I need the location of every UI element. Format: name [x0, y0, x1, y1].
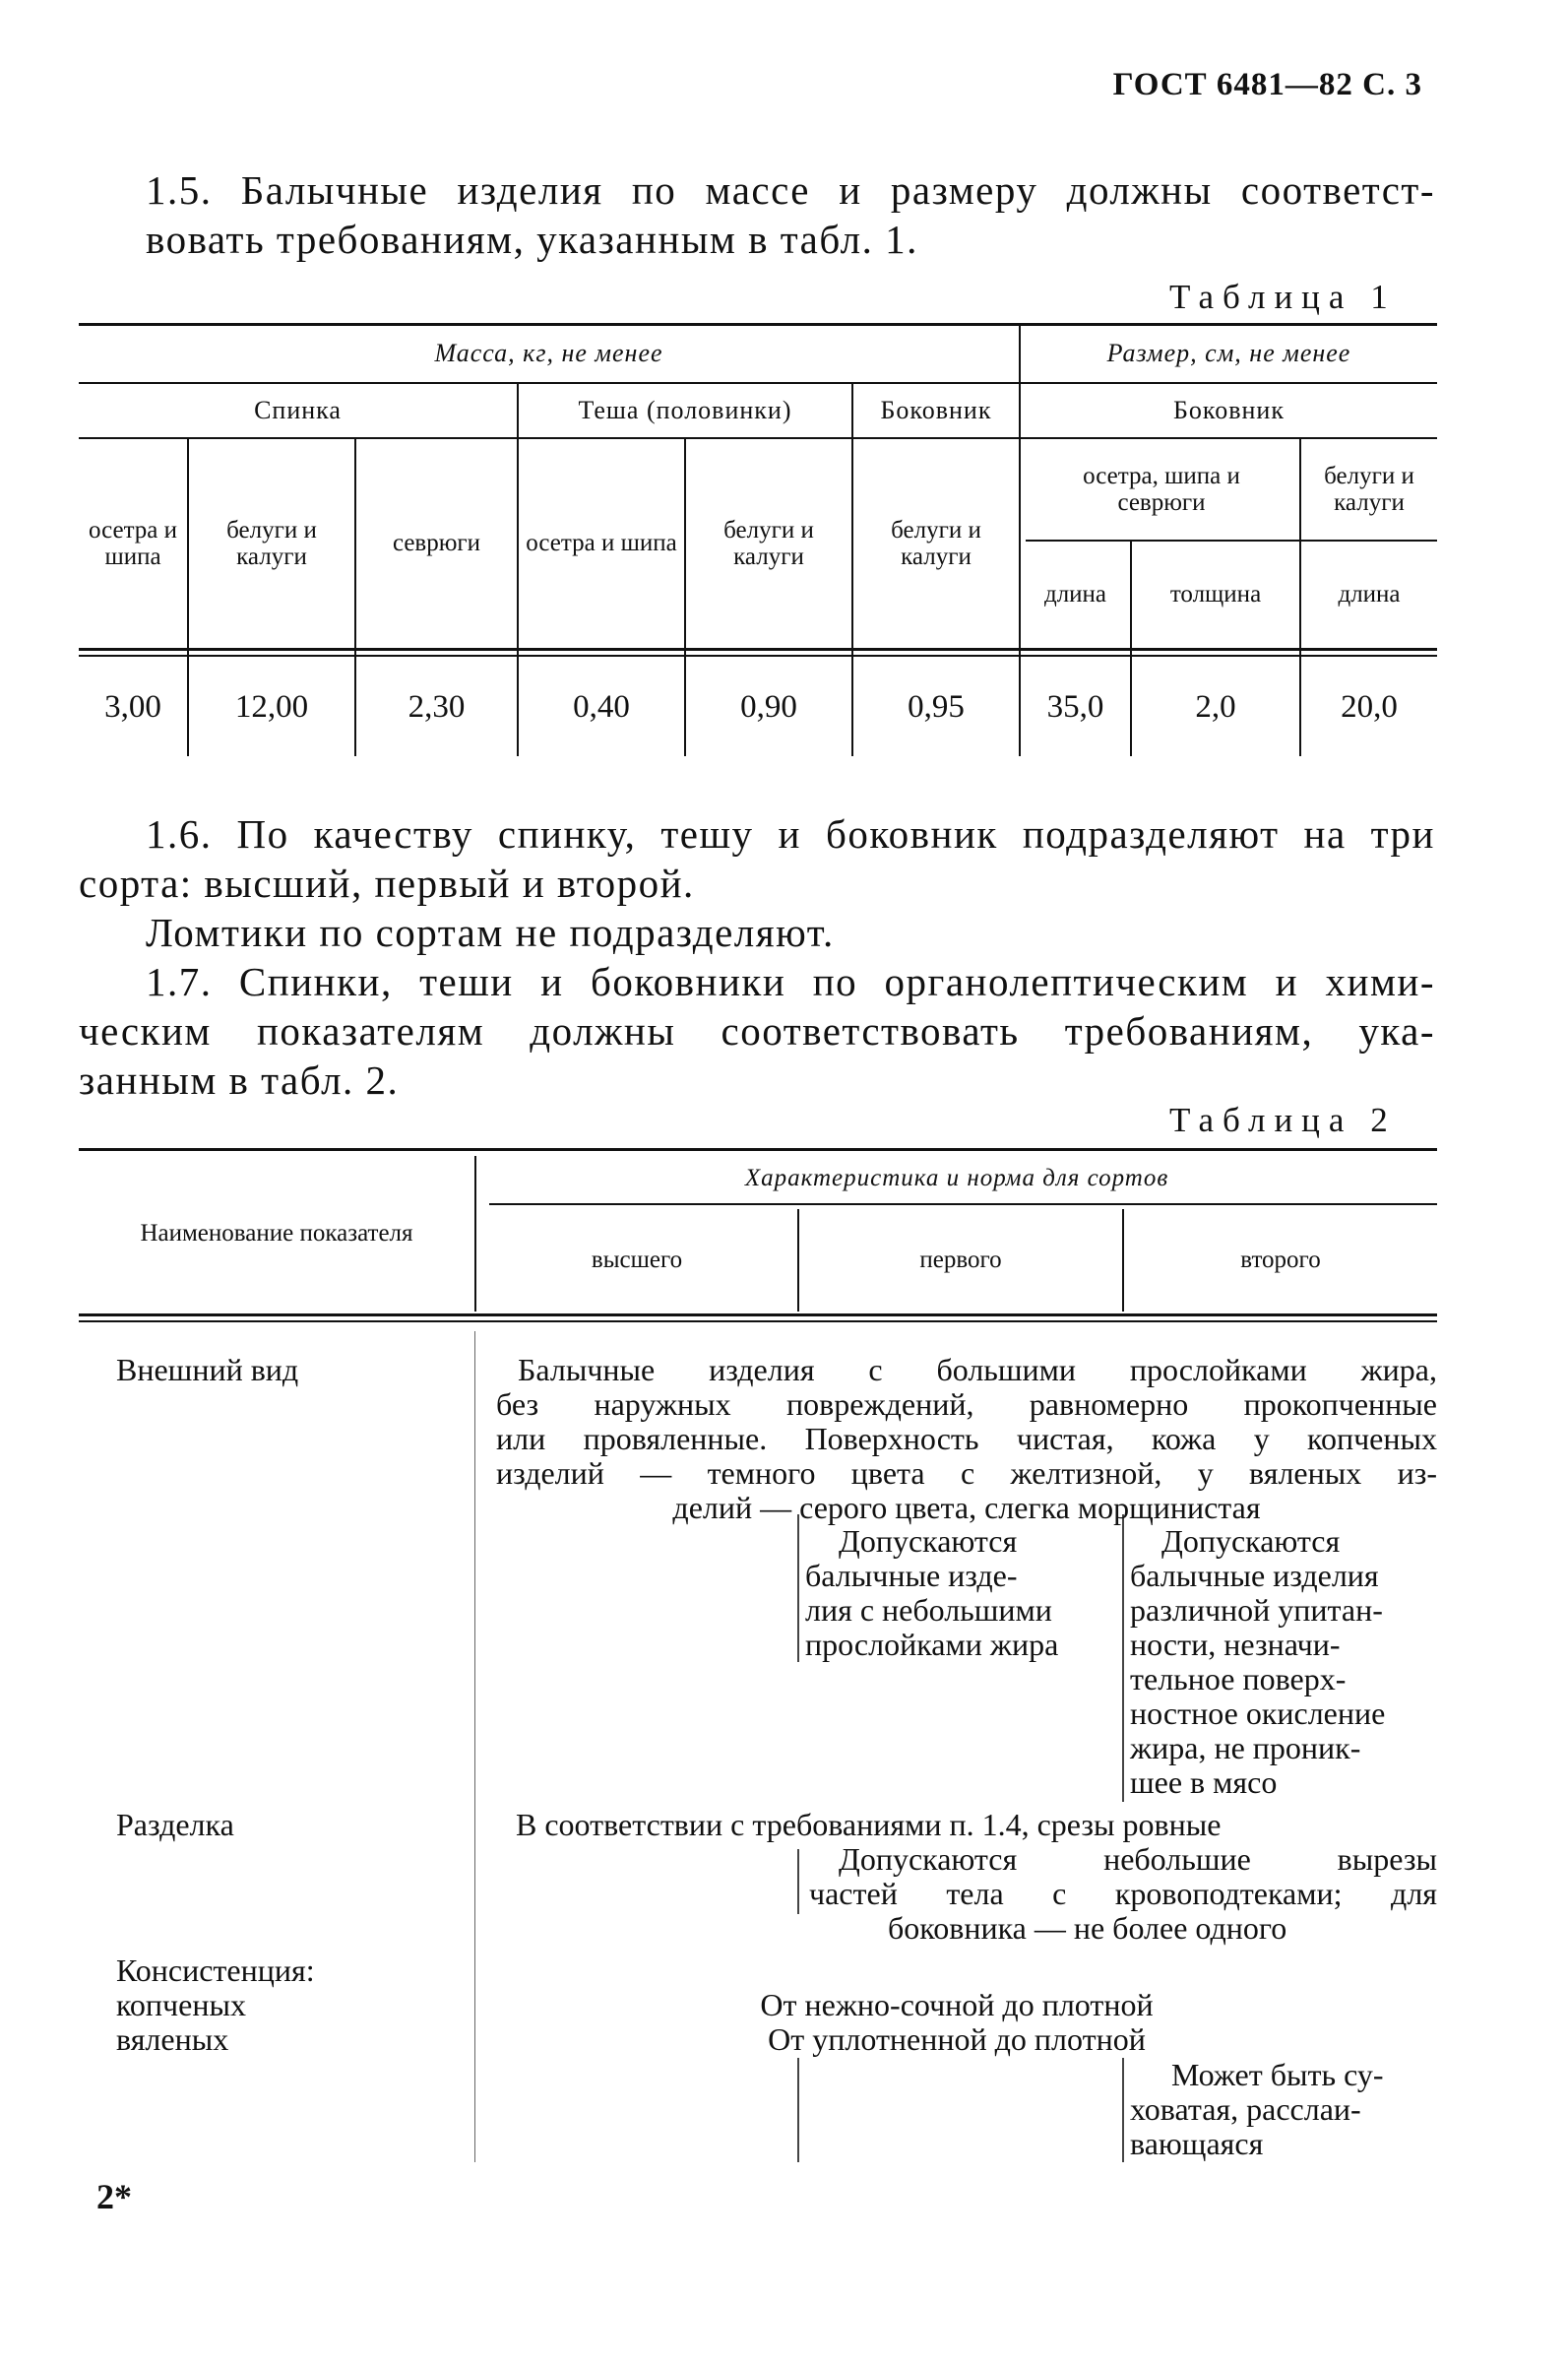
vid-second-line: ностное окисление	[1130, 1696, 1386, 1731]
kopchenykh-label: копченых	[116, 1987, 246, 2022]
p16-line3: Ломтики по сортам не подразделяют.	[146, 910, 835, 955]
col-bokovnik-belugi: белуги и калуги	[891, 516, 981, 570]
col-spinka-sevryugi: севрюги	[392, 530, 481, 557]
kopchenykh-value: От нежно-сочной до плотной	[760, 1987, 1154, 2022]
vid-second-line: ности, незначи-	[1130, 1627, 1341, 1662]
size-belugi-header: белуги и калуги	[1324, 462, 1414, 516]
value-bokovnik-belugi: 0,95	[908, 688, 965, 725]
page-footer-mark: 2*	[96, 2177, 132, 2216]
p16-line2: сорта: высший, первый и второй.	[79, 861, 695, 906]
razdelka-rest	[809, 1842, 1437, 1946]
vyal-second-line: ховатая, расслаи-	[1130, 2091, 1361, 2127]
razdelka-line: Допускаются небольшие вырезы	[839, 1841, 1437, 1877]
size-header: Размер, см, не менее	[1106, 338, 1351, 367]
mass-header: Масса, кг, не менее	[434, 338, 663, 367]
vyalenykh-value: От уплотненной до плотной	[768, 2021, 1146, 2057]
value-tesha-belugi: 0,90	[740, 688, 797, 725]
vid-second-line: жира, не проник-	[1130, 1730, 1361, 1765]
paragraph-1-6	[79, 809, 1435, 957]
paragraph-1-5	[146, 165, 1435, 264]
table2-caption: Таблица 2	[1169, 1101, 1397, 1139]
value-spinka-belugi: 12,00	[234, 688, 309, 725]
p15-line1: 1.5. Балычные изделия по массе и размеру должны соответст-	[146, 167, 1435, 213]
col-first: первого	[919, 1247, 1002, 1274]
col-name-header: Наименование показателя	[140, 1220, 413, 1247]
vid-common	[496, 1353, 1437, 1525]
spinka-header: Спинка	[254, 395, 342, 424]
konsistentsiya-label: Консистенция:	[116, 1952, 315, 1988]
col-highest: высшего	[591, 1247, 683, 1274]
value-dlina-1: 35,0	[1046, 688, 1104, 725]
vid-first-line: лия с небольшими	[805, 1592, 1052, 1628]
p16-line1: 1.6. По качеству спинку, тешу и боковник подразделяют на три	[146, 811, 1435, 857]
row-vneshny-vid: Внешний вид	[116, 1352, 299, 1387]
razdelka-line: частей тела с кровоподтеками; для	[809, 1876, 1437, 1911]
vid-second-line: Допускаются	[1161, 1523, 1341, 1559]
vid-line: изделий — темного цвета с желтизной, у вяленых из-	[496, 1455, 1437, 1491]
vid-second-line: различной упитан-	[1130, 1592, 1383, 1628]
p17-line2: ческим показателям должны соответствовать требованиям, ука-	[79, 1008, 1435, 1054]
vid-first-line: прослойками жира	[805, 1627, 1059, 1662]
vyal-second-line: вающаяся	[1130, 2126, 1264, 2161]
col-second: второго	[1240, 1247, 1321, 1274]
row-razdelka: Разделка	[116, 1807, 234, 1842]
table2	[79, 1148, 1437, 2162]
vid-second-line: тельное поверх-	[1130, 1661, 1347, 1696]
row-konsistentsiya	[116, 1953, 315, 2057]
p15-line2: вовать требованиям, указанным в табл. 1.	[146, 217, 918, 262]
vid-line: или провяленные. Поверхность чистая, кожа у копченых	[496, 1421, 1437, 1456]
page-header: ГОСТ 6481—82 С. 3	[1112, 67, 1422, 102]
vid-second-line: шее в мясо	[1130, 1764, 1278, 1800]
bokovnik-mass-header: Боковник	[880, 395, 992, 424]
table1	[79, 323, 1437, 756]
razdelka-common: В соответствии с требованиями п. 1.4, срезы ровные	[516, 1807, 1222, 1842]
value-tolshchina: 2,0	[1195, 688, 1236, 725]
size-osetra-header: осетра, шипа и севрюги	[1083, 462, 1240, 516]
vid-line: делий — серого цвета, слегка морщинистая	[672, 1490, 1261, 1525]
vid-first-line: Допускаются	[839, 1523, 1018, 1559]
col-tolshchina: толщина	[1169, 581, 1262, 608]
vid-first	[805, 1524, 1118, 1662]
value-dlina-2: 20,0	[1341, 688, 1398, 725]
vid-second-line: балычные изделия	[1130, 1558, 1379, 1593]
col-dlina-2: длина	[1338, 581, 1401, 608]
col-spinka-belugi: белуги и калуги	[226, 516, 317, 570]
value-tesha-osetra: 0,40	[573, 688, 630, 725]
vid-second	[1130, 1524, 1437, 1800]
col-tesha-osetra: осетра и шипа	[526, 530, 677, 557]
razdelka-line: боковника — не более одного	[888, 1910, 1287, 1946]
vid-line: без наружных повреждений, равномерно прокопченные	[496, 1386, 1437, 1422]
col-spinka-osetra: осетра и шипа	[88, 516, 178, 570]
bokovnik-size-header: Боковник	[1173, 395, 1285, 424]
vyalenykh-label: вяленых	[116, 2021, 229, 2057]
paragraph-1-7	[79, 957, 1435, 1105]
col-dlina-1: длина	[1043, 581, 1107, 608]
vyal-second	[1130, 2058, 1437, 2161]
table1-caption: Таблица 1	[1169, 278, 1397, 316]
char-header: Характеристика и норма для сортов	[744, 1165, 1169, 1192]
value-spinka-osetra: 3,00	[104, 688, 161, 725]
p17-line3: занным в табл. 2.	[79, 1057, 400, 1103]
vid-line: Балычные изделия с большими прослойками жира,	[518, 1352, 1437, 1387]
col-tesha-belugi: белуги и калуги	[723, 516, 814, 570]
tesha-header: Теша (половинки)	[578, 395, 792, 424]
value-spinka-sevryugi: 2,30	[408, 688, 466, 725]
vid-first-line: балычные изде-	[805, 1558, 1018, 1593]
p17-line1: 1.7. Спинки, теши и боковники по органолептическим и хими-	[146, 959, 1435, 1004]
vyal-second-line: Может быть су-	[1171, 2057, 1384, 2092]
